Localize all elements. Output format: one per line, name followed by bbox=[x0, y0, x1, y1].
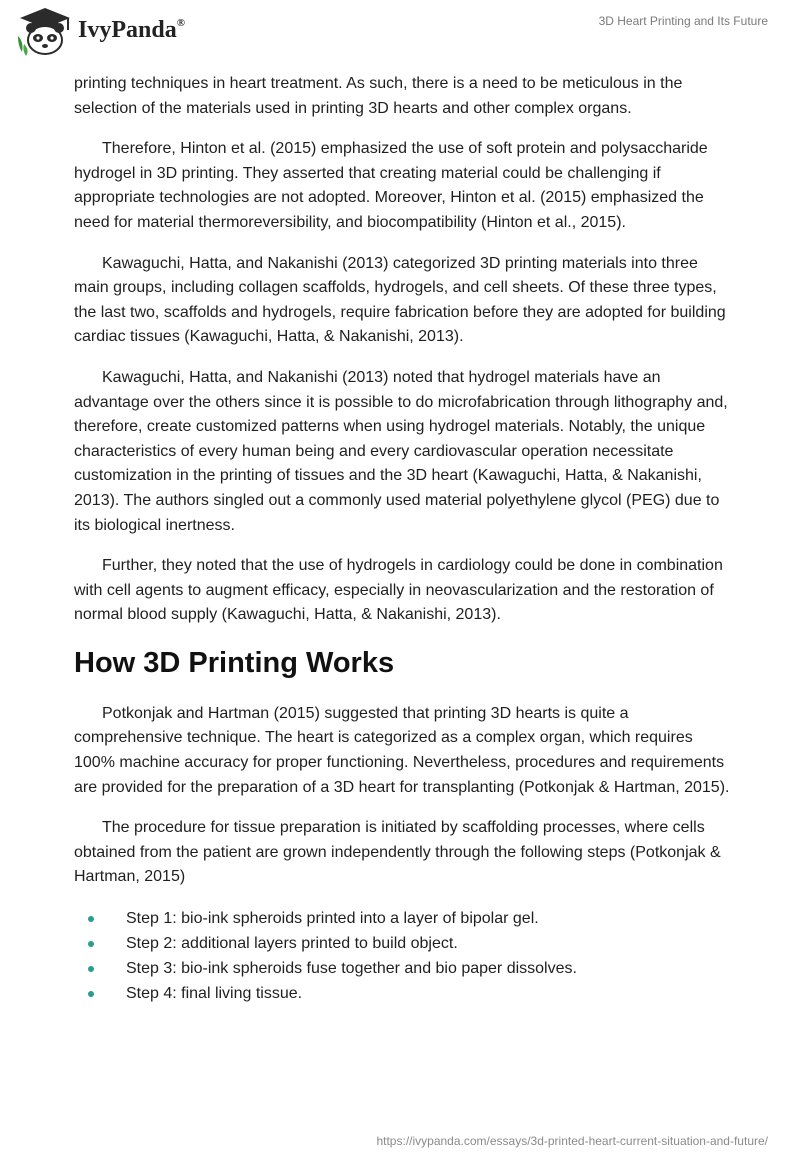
paragraph: Potkonjak and Hartman (2015) suggested that printing 3D hearts is quite a comprehensive technique. The heart is categorized as a complex organ, which requires 100% machine accuracy for proper functioning. Nevertheless, procedures and requirements are provided for the preparation of a 3D heart for transplanting (Potkonjak & Hartman, 2015). bbox=[74, 704, 730, 796]
bullet-icon bbox=[88, 966, 94, 972]
paragraph: Therefore, Hinton et al. (2015) emphasized the use of soft protein and polysaccharide hydrogel in 3D printing. They asserted that creating material could be challenging if appropriate technologies are not adopted. Moreover, Hinton et al. (2015) emphasized the need for material thermoreversibility, and biocompatibility (Hinton et al., 2015). bbox=[74, 140, 708, 231]
paragraph: The procedure for tissue preparation is initiated by scaffolding processes, where cells obtained from the patient are grown independently through the following steps (Potkonjak & Hartman, 2015) bbox=[74, 819, 721, 886]
bullet-icon bbox=[88, 941, 94, 947]
paragraph: Further, they noted that the use of hydrogels in cardiology could be done in combination with cell agents to augment efficacy, especially in neovascularization and the restoration of normal blood supply (Kawaguchi, Hatta, & Nakanishi, 2013). bbox=[74, 557, 723, 624]
list-item bbox=[74, 956, 734, 981]
page-header bbox=[0, 0, 800, 64]
document-title: 3D Heart Printing and Its Future bbox=[598, 14, 768, 28]
brand-name[interactable]: IvyPanda® bbox=[78, 17, 185, 43]
essay-content bbox=[74, 72, 734, 1006]
list-item bbox=[74, 931, 734, 956]
step-text: Step 1: bio-ink spheroids printed into a layer of bipolar gel. bbox=[126, 910, 539, 928]
registered-mark: ® bbox=[176, 17, 185, 29]
paragraph: printing techniques in heart treatment. As such, there is a need to be meticulous in the selection of the materials used in printing 3D hearts and other complex organs. bbox=[74, 75, 683, 117]
list-item bbox=[74, 981, 734, 1006]
step-text: Step 3: bio-ink spheroids fuse together and bio paper dissolves. bbox=[126, 960, 577, 978]
bullet-icon bbox=[88, 991, 94, 997]
section-heading: How 3D Printing Works bbox=[74, 646, 395, 679]
bullet-icon bbox=[88, 916, 94, 922]
step-text: Step 4: final living tissue. bbox=[126, 985, 303, 1003]
list-item bbox=[74, 906, 734, 931]
source-url-link[interactable]: https://ivypanda.com/essays/3d-printed-heart-current-situation-and-future/ bbox=[376, 1134, 768, 1148]
paragraph: Kawaguchi, Hatta, and Nakanishi (2013) noted that hydrogel materials have an advantage over the others since it is possible to do microfabrication through lithography and, therefore, create customized patterns when using hydrogel materials. Notably, the unique characteristics of every human being and every cardiovascular operation necessitate customization in the printing of tissues and the 3D heart (Kawaguchi, Hatta, & Nakanishi, 2013). The authors singled out a commonly used material polyethylene glycol (PEG) due to its biological inertness. bbox=[74, 368, 728, 534]
paragraph: Kawaguchi, Hatta, and Nakanishi (2013) categorized 3D printing materials into three main groups, including collagen scaffolds, hydrogels, and cell sheets. Of these three types, the last two, scaffolds and hydrogels, require fabrication before they are adopted for building cardiac tissues (Kawaguchi, Hatta, & Nakanishi, 2013). bbox=[74, 254, 726, 346]
ivypanda-logo-icon[interactable] bbox=[14, 6, 76, 58]
steps-list bbox=[74, 906, 734, 1006]
step-text: Step 2: additional layers printed to build object. bbox=[126, 935, 458, 953]
